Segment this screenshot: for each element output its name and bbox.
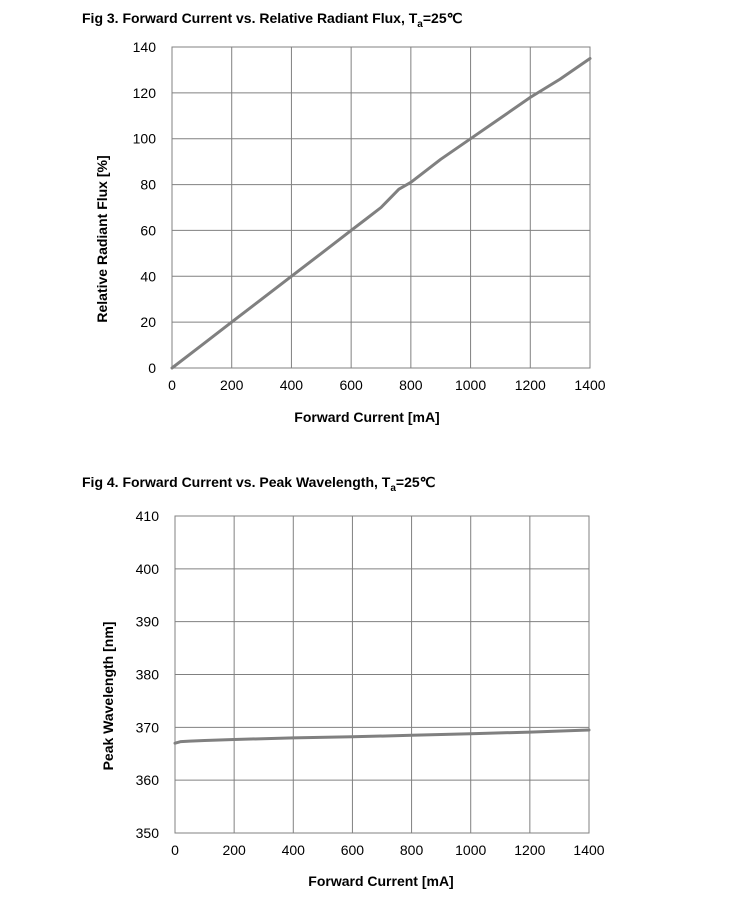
x-tick-label: 1400 bbox=[574, 377, 606, 393]
x-axis-label: Forward Current [mA] bbox=[308, 873, 454, 889]
y-tick-label: 140 bbox=[132, 39, 156, 55]
y-tick-labels bbox=[136, 508, 160, 841]
x-tick-label: 400 bbox=[281, 842, 305, 858]
x-tick-label: 1000 bbox=[454, 377, 487, 393]
x-tick-label: 600 bbox=[339, 377, 363, 393]
x-tick-label: 600 bbox=[340, 842, 365, 858]
chart-title: Fig 4. Forward Current vs. Peak Wavelength, $T_a=25℃$ bbox=[82, 474, 436, 494]
chart-fig3 bbox=[82, 10, 606, 425]
grid bbox=[175, 516, 589, 833]
x-tick-label: 0 bbox=[171, 842, 179, 858]
x-tick-label: 800 bbox=[399, 377, 423, 393]
y-tick-label: 20 bbox=[140, 314, 156, 331]
y-tick-label: 380 bbox=[135, 666, 159, 683]
x-tick-label: 0 bbox=[168, 377, 176, 393]
x-tick-labels bbox=[168, 377, 606, 393]
y-tick-label: 60 bbox=[140, 222, 156, 239]
y-tick-label: 410 bbox=[135, 508, 159, 524]
series-line bbox=[175, 730, 589, 743]
x-tick-labels bbox=[171, 842, 605, 858]
y-axis-label: Peak Wavelength [nm] bbox=[100, 621, 116, 771]
y-tick-label: 120 bbox=[132, 84, 156, 101]
series-line bbox=[172, 59, 590, 369]
y-tick-label: 350 bbox=[135, 825, 159, 841]
y-tick-label: 390 bbox=[135, 613, 159, 630]
x-tick-label: 1200 bbox=[514, 377, 546, 393]
x-tick-label: 800 bbox=[399, 842, 424, 858]
x-tick-label: 1400 bbox=[573, 842, 605, 858]
y-tick-label: 360 bbox=[135, 772, 159, 789]
y-tick-labels bbox=[133, 39, 157, 376]
y-tick-label: 80 bbox=[140, 176, 156, 193]
series bbox=[172, 59, 590, 369]
x-tick-label: 1200 bbox=[514, 842, 546, 858]
y-tick-label: 40 bbox=[140, 268, 156, 285]
y-tick-label: 370 bbox=[135, 719, 159, 736]
series bbox=[175, 730, 589, 743]
chart-fig4 bbox=[82, 474, 605, 889]
y-tick-label: 400 bbox=[135, 560, 159, 577]
x-tick-label: 200 bbox=[222, 842, 246, 858]
y-tick-label: 100 bbox=[132, 130, 156, 147]
chart-title: Fig 3. Forward Current vs. Relative Radiant Flux, $T_a=25℃$ bbox=[82, 10, 463, 30]
x-tick-label: 400 bbox=[279, 377, 304, 393]
y-tick-label: 0 bbox=[148, 360, 156, 376]
x-tick-label: 200 bbox=[220, 377, 244, 393]
y-axis-label: Relative Radiant Flux [%] bbox=[94, 155, 110, 323]
x-axis-label: Forward Current [mA] bbox=[294, 409, 440, 425]
x-tick-label: 1000 bbox=[455, 842, 487, 858]
